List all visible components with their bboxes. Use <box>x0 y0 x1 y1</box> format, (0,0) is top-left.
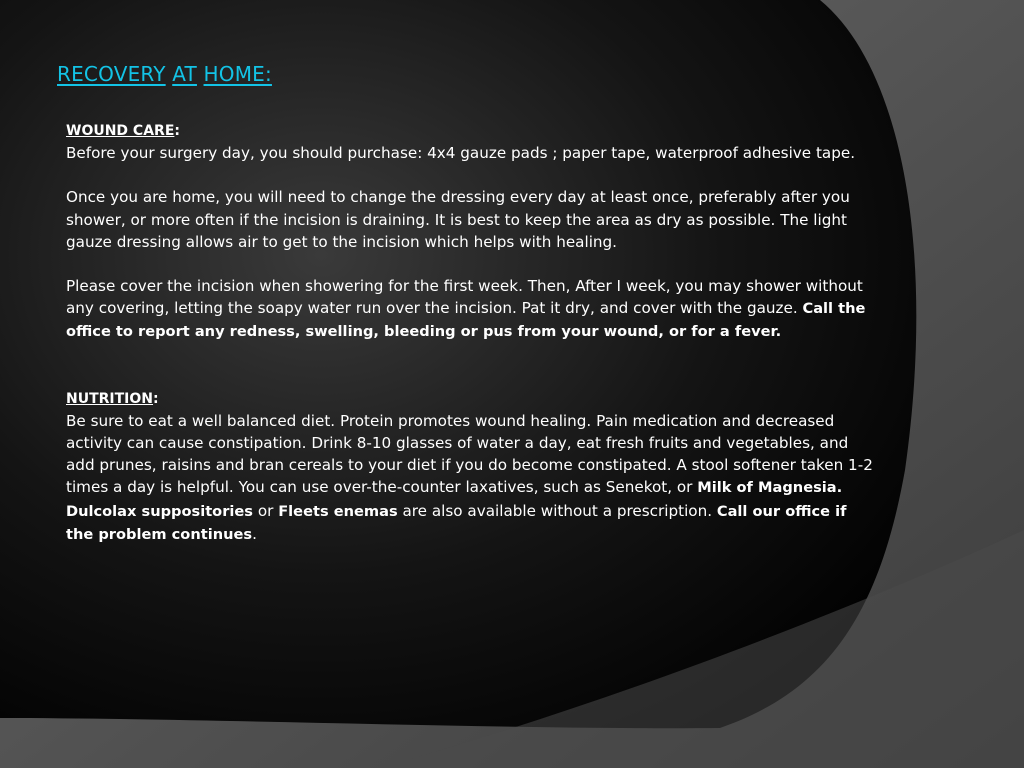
nutrition-warning: Call our office if the problem continues <box>66 502 847 543</box>
page-title <box>57 62 272 86</box>
wound-care-warning: Call the office to report any redness, swelling, bleeding or pus from your wound, or for a fever. <box>66 300 866 341</box>
nutrition-bold-fleets-enemas: Fleets enemas <box>278 502 398 520</box>
slide-body <box>66 120 878 546</box>
nutrition-bold-milk-of-magnesia: Milk of Magnesia. Dulcolax suppositories <box>66 479 843 520</box>
nutrition-heading: NUTRITION: <box>66 390 159 407</box>
nutrition-paragraph: Be sure to eat a well balanced diet. Protein promotes wound healing. Pain medication and decreased activity can cause constipation. Drink 8-10 glasses of water a day, eat fresh fruits and vegetables, and add prunes, raisins and bran cereals to your diet if you do become constipated. A stool softener taken 1-2 times a day is helpful. You can use over-the-counter laxatives, such as Senekot, or Milk of Magnesia. Dulcolax suppositories or Fleets enemas are also available without a prescription. Call our office if the problem continues. <box>66 411 873 543</box>
wound-care-heading: WOUND CARE: <box>66 123 180 139</box>
wound-care-paragraph-2: Once you are home, you will need to change the dressing every day at least once, preferably after you shower, or more often if the incision is draining. It is best to keep the area as dry as possible. The light gauze dressing allows air to get to the incision which helps with healing. <box>66 188 850 251</box>
wound-care-paragraph-3: Please cover the incision when showering for the first week. Then, After I week, you may shower without any covering, letting the soapy water run over the incision. Pat it dry, and cover with the gauze. Call the office to report any redness, swelling, bleeding or pus from your wound, or for a fever. <box>66 277 866 341</box>
title-word-home: HOME: <box>203 62 272 86</box>
title-word-at: AT <box>172 62 197 86</box>
wound-care-paragraph-1: Before your surgery day, you should purchase: 4x4 gauze pads ; paper tape, waterproof adhesive tape. <box>66 144 856 163</box>
title-word-recovery: RECOVERY <box>57 62 166 86</box>
